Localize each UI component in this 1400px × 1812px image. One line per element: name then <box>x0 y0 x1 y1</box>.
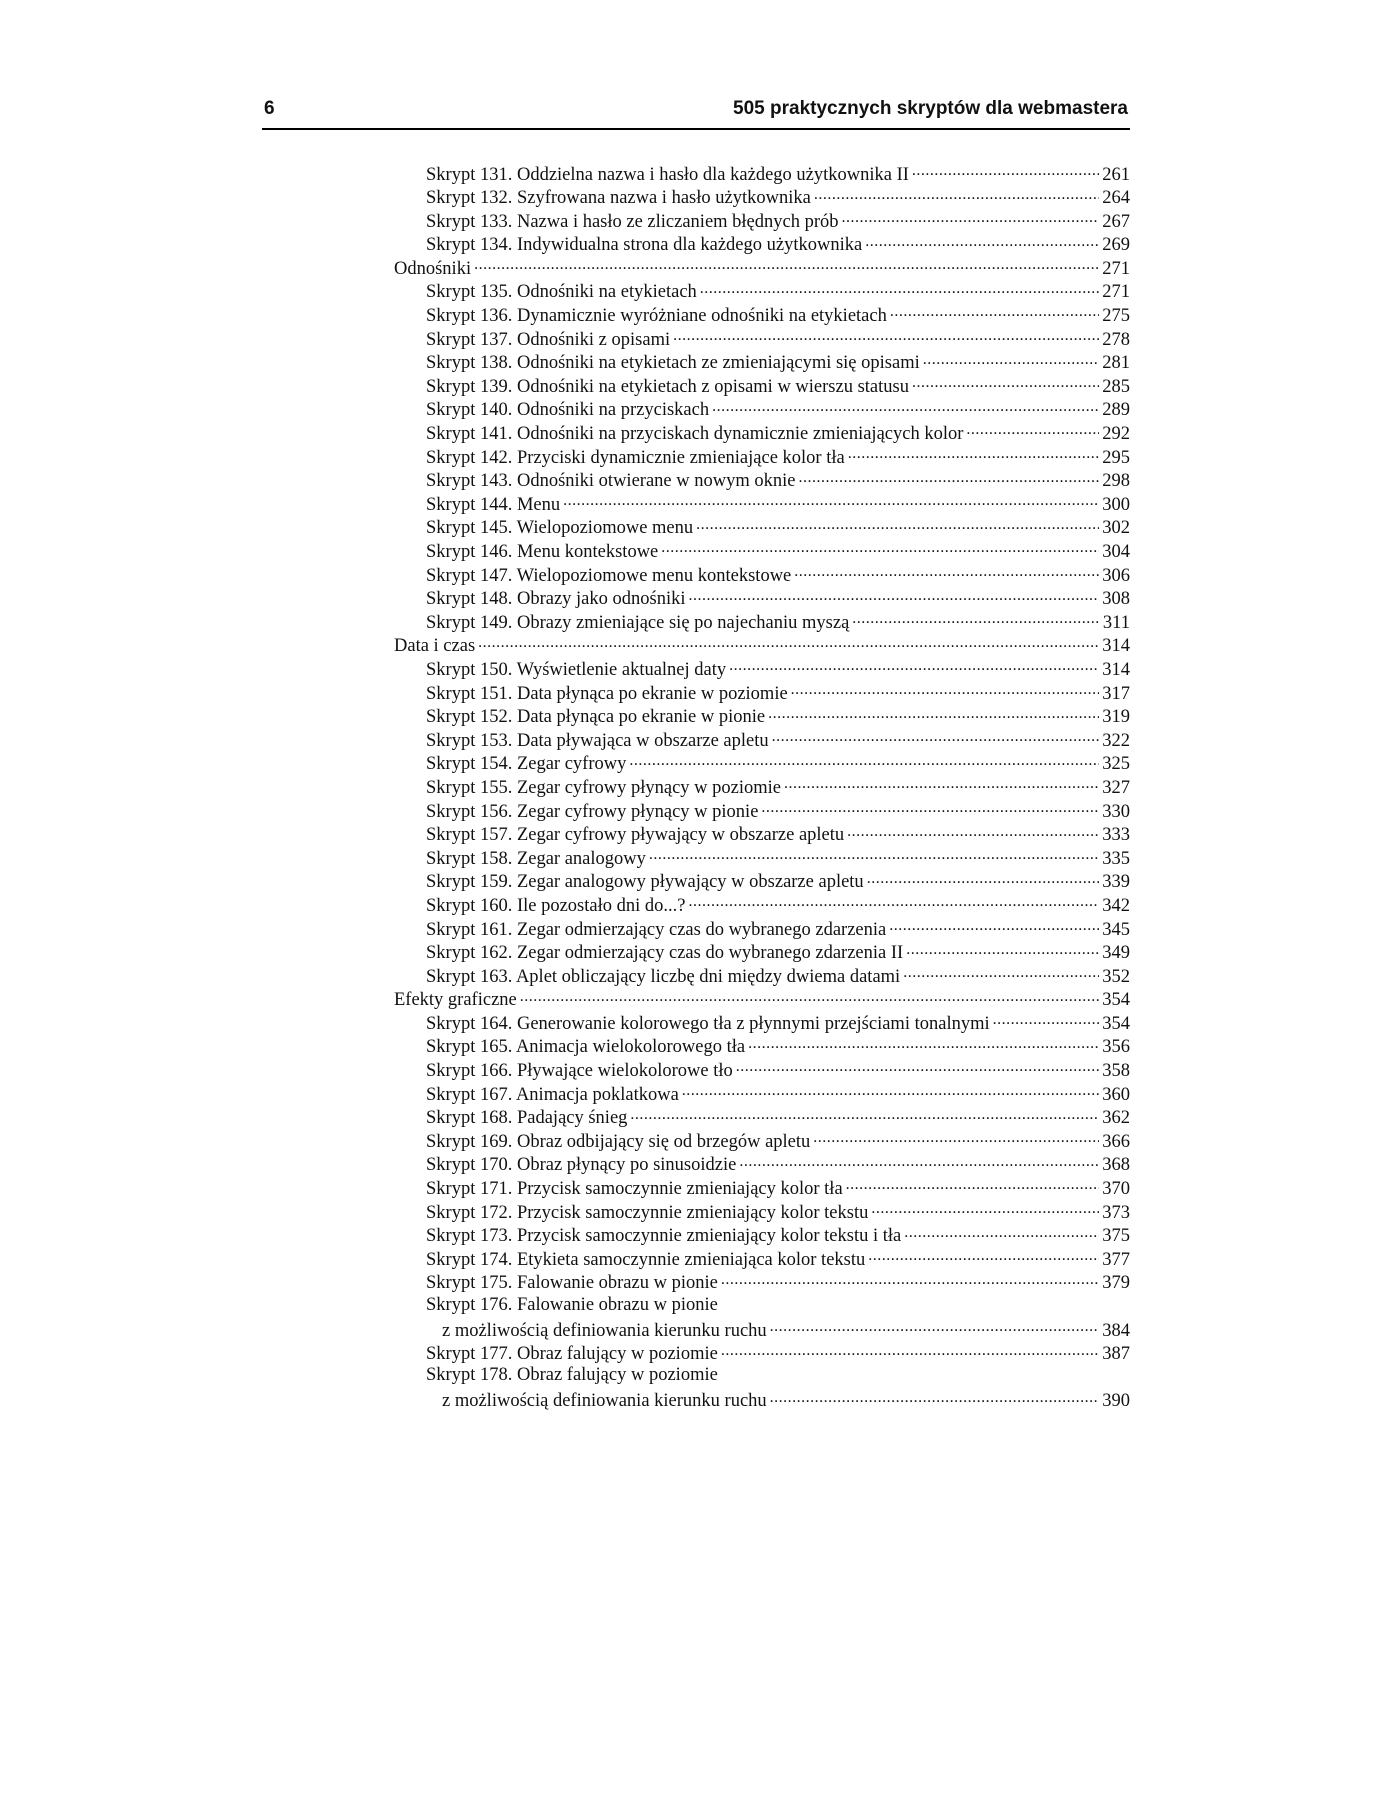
toc-entry <box>394 161 1130 185</box>
toc-entry-page: 384 <box>1102 1320 1130 1341</box>
toc-entry-page: 275 <box>1102 306 1130 327</box>
toc-entry-title: Efekty graficzne <box>394 990 517 1011</box>
dot-leader <box>794 562 1099 581</box>
toc-entry <box>394 468 1130 492</box>
toc-entry-page: 264 <box>1102 188 1130 209</box>
page-number: 6 <box>264 98 275 119</box>
toc-entry-page: 356 <box>1102 1037 1130 1058</box>
dot-leader <box>852 609 1100 628</box>
toc-entry-title: Skrypt 149. Obrazy zmieniające się po najechaniu myszą <box>426 612 850 633</box>
dot-leader <box>865 232 1099 251</box>
toc-entry <box>394 539 1130 563</box>
dot-leader <box>871 1199 1099 1218</box>
dot-leader <box>474 255 1099 274</box>
toc-entry-page: 345 <box>1102 919 1130 940</box>
dot-leader <box>847 822 1099 841</box>
toc-entry <box>394 774 1130 798</box>
dot-leader <box>736 1058 1100 1077</box>
dot-leader <box>923 350 1100 369</box>
dot-leader <box>889 916 1099 935</box>
toc-entry-title: Skrypt 178. Obraz falujący w poziomie <box>426 1365 718 1386</box>
toc-entry-page: 379 <box>1102 1273 1130 1294</box>
toc-entry-page: 300 <box>1102 494 1130 515</box>
dot-leader <box>846 1176 1100 1195</box>
toc-entry <box>394 1364 1130 1388</box>
toc-entry <box>394 1010 1130 1034</box>
toc-entry-title: Skrypt 148. Obrazy jako odnośniki <box>426 589 686 610</box>
dot-leader <box>770 1317 1100 1336</box>
toc-entry-page: 271 <box>1102 282 1130 303</box>
toc-entry <box>394 727 1130 751</box>
toc-entry-title: Skrypt 153. Data pływająca w obszarze apletu <box>426 730 769 751</box>
dot-leader <box>848 444 1100 463</box>
dot-leader <box>478 633 1099 652</box>
toc-entry-page: 302 <box>1102 518 1130 539</box>
toc-entry-page: 304 <box>1102 542 1130 562</box>
dot-leader <box>993 1010 1100 1029</box>
toc-entry-title: Skrypt 141. Odnośniki na przyciskach dynamicznie zmieniających kolor <box>426 424 964 445</box>
dot-leader <box>661 539 1099 558</box>
dot-leader <box>868 1246 1099 1265</box>
toc-entry-title: z możliwością definiowania kierunku ruchu <box>442 1391 767 1412</box>
toc-entry-title: Skrypt 138. Odnośniki na etykietach ze zmieniającymi się opisami <box>426 353 920 374</box>
toc-entry-page: 368 <box>1102 1155 1130 1176</box>
dot-leader <box>721 1341 1099 1360</box>
dot-leader <box>563 491 1099 510</box>
toc-entry-page: 362 <box>1102 1108 1130 1129</box>
toc-entry-page: 269 <box>1102 235 1130 256</box>
toc-entry <box>394 279 1130 303</box>
dot-leader <box>721 1270 1099 1289</box>
toc-entry-title: Data i czas <box>394 636 476 657</box>
toc-entry-title: Skrypt 154. Zegar cyfrowy <box>426 754 627 775</box>
toc-entry-page: 339 <box>1102 872 1130 893</box>
toc-entry <box>394 232 1130 256</box>
toc-entry <box>394 1223 1130 1247</box>
toc-entry-page: 278 <box>1102 329 1130 350</box>
toc-entry-page: 377 <box>1102 1249 1130 1270</box>
toc-entry-page: 308 <box>1102 589 1130 610</box>
dot-leader <box>673 326 1099 345</box>
dot-leader <box>784 774 1099 793</box>
toc-entry-title: Skrypt 133. Nazwa i hasło ze zliczaniem błędnych prób <box>426 211 839 232</box>
toc-entry-title: Skrypt 151. Data płynąca po ekranie w poziomie <box>426 683 788 704</box>
dot-leader <box>768 704 1099 723</box>
toc-entry-title: Skrypt 159. Zegar analogowy pływający w obszarze apletu <box>426 872 864 893</box>
book-title: 505 praktycznych skryptów dla webmastera <box>733 98 1128 119</box>
toc-entry <box>394 656 1130 680</box>
toc-entry <box>394 1246 1130 1270</box>
toc-entry-page: 289 <box>1102 400 1130 421</box>
toc-entry-title: Skrypt 147. Wielopoziomowe menu kontekstowe <box>426 565 792 586</box>
running-header <box>262 94 1130 130</box>
toc-entry <box>394 1388 1130 1412</box>
toc-entry <box>394 1270 1130 1294</box>
toc-entry-title: Skrypt 136. Dynamicznie wyróżniane odnośniki na etykietach <box>426 306 887 327</box>
toc-entry-page: 298 <box>1102 471 1130 492</box>
toc-entry-page: 354 <box>1102 990 1130 1011</box>
toc-entry <box>394 916 1130 940</box>
toc-entry-page: 271 <box>1102 258 1130 279</box>
dot-leader <box>712 397 1099 416</box>
toc-entry-page: 370 <box>1102 1179 1130 1200</box>
toc-entry-page: 354 <box>1102 1013 1130 1034</box>
toc-entry <box>394 303 1130 327</box>
toc-entry-page: 325 <box>1102 754 1130 775</box>
toc-entry-title: Skrypt 150. Wyświetlenie aktualnej daty <box>426 659 727 680</box>
toc-section-entry <box>394 987 1130 1011</box>
toc-entry-title: Skrypt 170. Obraz płynący po sinusoidzie <box>426 1155 737 1176</box>
dot-leader <box>629 751 1099 770</box>
toc-entry-page: 267 <box>1102 211 1130 232</box>
toc-entry-title: Skrypt 144. Menu <box>426 494 561 515</box>
toc-entry-title: Skrypt 162. Zegar odmierzający czas do wybranego zdarzenia II <box>426 943 904 964</box>
toc-entry-page: 327 <box>1102 777 1130 798</box>
dot-leader <box>903 963 1099 982</box>
toc-entry-title: Skrypt 131. Oddzielna nazwa i hasło dla każdego użytkownika II <box>426 164 909 185</box>
toc-entry-title: Skrypt 172. Przycisk samoczynnie zmieniający kolor tekstu <box>426 1202 869 1223</box>
toc-entry <box>394 562 1130 586</box>
dot-leader <box>912 373 1099 392</box>
toc-entry-page: 387 <box>1102 1344 1130 1365</box>
toc-entry <box>394 1081 1130 1105</box>
toc-entry-page: 311 <box>1102 612 1130 633</box>
toc-entry <box>394 1105 1130 1129</box>
toc-entry-title: Skrypt 132. Szyfrowana nazwa i hasło użytkownika <box>426 188 811 209</box>
dot-leader <box>890 303 1099 322</box>
toc-entry-title: Skrypt 167. Animacja poklatkowa <box>426 1084 679 1105</box>
toc-entry-title: Skrypt 145. Wielopoziomowe menu <box>426 518 694 539</box>
toc-entry-title: Skrypt 134. Indywidualna strona dla każdego użytkownika <box>426 235 863 256</box>
toc-entry-page: 330 <box>1102 801 1130 822</box>
toc-entry-title: Skrypt 155. Zegar cyfrowy płynący w poziomie <box>426 777 782 798</box>
toc-entry-title: Skrypt 168. Padający śnieg <box>426 1108 628 1129</box>
toc-section-entry <box>394 255 1130 279</box>
toc-entry-title: Skrypt 160. Ile pozostało dni do...? <box>426 895 686 916</box>
toc-entry <box>394 373 1130 397</box>
toc-entry-title: Skrypt 165. Animacja wielokolorowego tła <box>426 1037 746 1058</box>
toc-entry-title: Skrypt 143. Odnośniki otwierane w nowym oknie <box>426 471 796 492</box>
dot-leader <box>689 586 1100 605</box>
toc-entry-title: Skrypt 158. Zegar analogowy <box>426 848 646 869</box>
dot-leader <box>729 656 1099 675</box>
toc-entry <box>394 892 1130 916</box>
toc-entry <box>394 326 1130 350</box>
toc-entry-title: z możliwością definiowania kierunku ruchu <box>442 1320 767 1341</box>
toc-entry-title: Skrypt 140. Odnośniki na przyciskach <box>426 400 710 421</box>
toc-entry-page: 314 <box>1102 636 1130 657</box>
toc-entry-title: Skrypt 152. Data płynąca po ekranie w pionie <box>426 707 766 728</box>
dot-leader <box>761 798 1099 817</box>
toc-entry <box>394 963 1130 987</box>
toc-entry-title: Skrypt 146. Menu kontekstowe <box>426 542 659 562</box>
toc-entry-title: Skrypt 163. Aplet obliczający liczbę dni między dwiema datami <box>426 966 901 987</box>
toc-entry-title: Skrypt 161. Zegar odmierzający czas do wybranego zdarzenia <box>426 919 887 940</box>
toc-entry-page: 333 <box>1102 825 1130 846</box>
dot-leader <box>772 727 1100 746</box>
toc-entry-page: 358 <box>1102 1061 1130 1082</box>
toc-section-entry <box>394 633 1130 657</box>
dot-leader <box>770 1388 1100 1407</box>
toc-entry-title: Skrypt 142. Przyciski dynamicznie zmieniające kolor tła <box>426 447 845 468</box>
toc-entry-title: Skrypt 174. Etykieta samoczynnie zmieniająca kolor tekstu <box>426 1249 866 1270</box>
table-of-contents <box>394 161 1130 1411</box>
dot-leader <box>842 208 1100 227</box>
toc-entry-title: Skrypt 164. Generowanie kolorowego tła z płynnymi przejściami tonalnymi <box>426 1013 990 1034</box>
toc-entry-page: 314 <box>1102 659 1130 680</box>
toc-entry <box>394 444 1130 468</box>
toc-entry <box>394 421 1130 445</box>
toc-entry-page: 295 <box>1102 447 1130 468</box>
toc-entry-page: 285 <box>1102 376 1130 397</box>
dot-leader <box>906 940 1099 959</box>
toc-entry-title: Skrypt 175. Falowanie obrazu w pionie <box>426 1273 718 1294</box>
dot-leader <box>912 161 1099 180</box>
toc-entry <box>394 1199 1130 1223</box>
dot-leader <box>791 680 1100 699</box>
dot-leader <box>739 1152 1099 1171</box>
toc-entry <box>394 704 1130 728</box>
dot-leader <box>966 421 1099 440</box>
toc-entry-title: Skrypt 156. Zegar cyfrowy płynący w pionie <box>426 801 759 822</box>
toc-entry <box>394 1294 1130 1318</box>
toc-entry-page: 261 <box>1102 164 1130 185</box>
toc-entry-title: Skrypt 176. Falowanie obrazu w pionie <box>426 1294 718 1315</box>
toc-entry <box>394 1034 1130 1058</box>
toc-entry-page: 335 <box>1102 848 1130 869</box>
dot-leader <box>814 185 1099 204</box>
toc-entry <box>394 1176 1130 1200</box>
toc-entry-page: 373 <box>1102 1202 1130 1223</box>
toc-entry-title: Skrypt 137. Odnośniki z opisami <box>426 329 671 350</box>
toc-entry-title: Skrypt 171. Przycisk samoczynnie zmieniający kolor tła <box>426 1179 843 1200</box>
toc-entry-page: 375 <box>1102 1226 1130 1247</box>
dot-leader <box>748 1034 1099 1053</box>
dot-leader <box>649 845 1099 864</box>
dot-leader <box>813 1128 1099 1147</box>
toc-entry-page: 306 <box>1102 565 1130 586</box>
dot-leader <box>700 279 1099 298</box>
toc-entry <box>394 350 1130 374</box>
toc-entry <box>394 185 1130 209</box>
toc-entry <box>394 1128 1130 1152</box>
toc-entry <box>394 515 1130 539</box>
toc-entry <box>394 869 1130 893</box>
toc-entry <box>394 609 1130 633</box>
dot-leader <box>798 468 1099 487</box>
toc-entry <box>394 491 1130 515</box>
toc-entry-title: Odnośniki <box>394 258 472 279</box>
toc-entry-title: Skrypt 169. Obraz odbijający się od brzegów apletu <box>426 1131 811 1152</box>
toc-entry-page: 352 <box>1102 966 1130 987</box>
toc-entry <box>394 751 1130 775</box>
toc-entry-page: 360 <box>1102 1084 1130 1105</box>
toc-entry <box>394 822 1130 846</box>
toc-entry-page: 317 <box>1102 683 1130 704</box>
toc-entry-page: 322 <box>1102 730 1130 751</box>
toc-entry <box>394 586 1130 610</box>
toc-entry <box>394 1058 1130 1082</box>
dot-leader <box>630 1105 1099 1124</box>
toc-entry-title: Skrypt 177. Obraz falujący w poziomie <box>426 1344 718 1365</box>
dot-leader <box>904 1223 1099 1242</box>
toc-entry <box>394 680 1130 704</box>
toc-entry-page: 319 <box>1102 707 1130 728</box>
toc-entry <box>394 1341 1130 1365</box>
toc-entry <box>394 798 1130 822</box>
toc-entry-title: Skrypt 157. Zegar cyfrowy pływający w obszarze apletu <box>426 825 845 846</box>
dot-leader <box>688 892 1099 911</box>
toc-entry-title: Skrypt 166. Pływające wielokolorowe tło <box>426 1061 733 1082</box>
dot-leader <box>682 1081 1099 1100</box>
toc-entry <box>394 397 1130 421</box>
toc-entry <box>394 208 1130 232</box>
toc-entry-page: 281 <box>1102 353 1130 374</box>
toc-entry-page: 292 <box>1102 424 1130 445</box>
toc-entry <box>394 845 1130 869</box>
dot-leader <box>867 869 1100 888</box>
toc-entry-page: 390 <box>1102 1391 1130 1412</box>
toc-entry-page: 342 <box>1102 895 1130 916</box>
toc-entry <box>394 1317 1130 1341</box>
toc-entry-title: Skrypt 173. Przycisk samoczynnie zmieniający kolor tekstu i tła <box>426 1226 902 1247</box>
toc-entry-title: Skrypt 135. Odnośniki na etykietach <box>426 282 697 303</box>
toc-entry <box>394 1152 1130 1176</box>
dot-leader <box>520 987 1100 1006</box>
toc-entry-title: Skrypt 139. Odnośniki na etykietach z opisami w wierszu statusu <box>426 376 909 397</box>
toc-entry-page: 366 <box>1102 1131 1130 1152</box>
dot-leader <box>696 515 1099 534</box>
toc-entry <box>394 940 1130 964</box>
toc-entry-page: 349 <box>1102 943 1130 964</box>
